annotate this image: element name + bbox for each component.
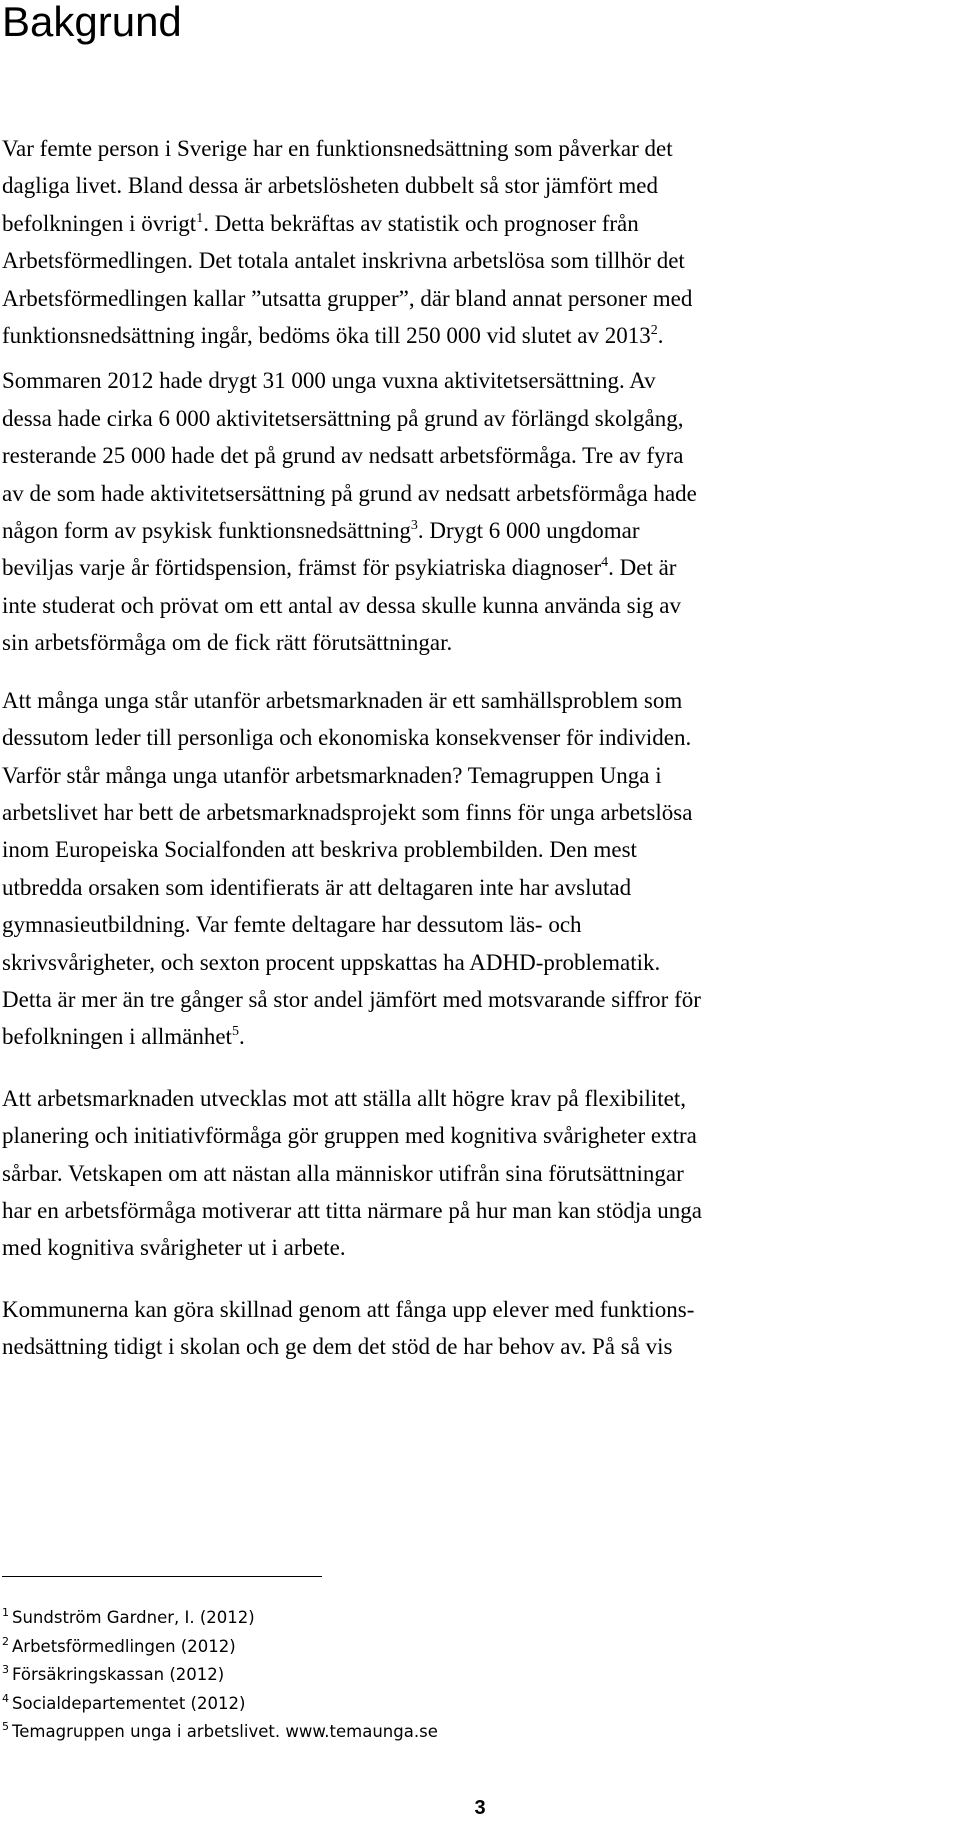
footnote-list xyxy=(2,1604,438,1747)
footnote-text: Arbetsförmedlingen (2012) xyxy=(12,1636,236,1656)
footnote-ref: 2 xyxy=(650,323,658,339)
footnote-text: Socialdepartementet (2012) xyxy=(12,1693,246,1713)
paragraph-text: Kommunerna kan göra skillnad genom att fånga upp elever med funktions- nedsättning tidigt i skolan och ge dem det stöd de har behov av. På så vis xyxy=(2,1296,695,1360)
paragraph-1 xyxy=(2,130,942,354)
paragraph-text: . Det är inte studerat och prövat om ett antal av dessa skulle kunna använda sig av sin arbetsförmåga om de fick rätt förutsättningar. xyxy=(2,555,681,656)
footnote-ref: 1 xyxy=(196,210,204,226)
paragraph-text: Att arbetsmarknaden utvecklas mot att ställa allt högre krav på flexibilitet, planering och initiativförmåga gör gruppen med kognitiva svårigheter extra sårbar. Vetskapen om att nästan alla människor utifrån sina förutsättningar har en arbetsförmåga motiverar att titta närmare på hur man kan stödja unga med kognitiva svårigheter ut i arbete. xyxy=(2,1085,702,1261)
footnote-separator xyxy=(2,1576,322,1577)
footnote-text: Sundström Gardner, I. (2012) xyxy=(12,1608,255,1627)
footnote-number: 5 xyxy=(2,1720,9,1733)
footnote-item xyxy=(2,1633,438,1662)
paragraph-text: . xyxy=(238,1024,245,1050)
footnote-text: Temagruppen unga i arbetslivet. www.temaunga.se xyxy=(12,1722,438,1741)
footnote-item xyxy=(2,1604,438,1633)
paragraph-2 xyxy=(2,362,942,661)
footnote-number: 4 xyxy=(2,1691,9,1705)
footnote-number: 3 xyxy=(2,1663,9,1676)
footnote-number: 2 xyxy=(2,1634,9,1648)
paragraph-3 xyxy=(2,682,942,1056)
footnote-ref: 3 xyxy=(410,518,418,534)
footnote-item xyxy=(2,1690,438,1719)
paragraph-text: . Drygt 6 000 ungdomar beviljas varje år förtidspension, främst för psykiatriska diagnoser xyxy=(2,518,640,581)
paragraph-text: Att många unga står utanför arbetsmarknaden är ett samhällsproblem som dessutom leder till personliga och ekonomiska konsekvenser för individen. Varför står många unga utanför arbetsmarknaden? Temagruppen Unga i arbetslivet har bett de arbetsmarknadsprojekt som finns för unga arbetslösa inom Europeiska Socialfonden att beskriva problembilden. Den mest utbredda orsaken som identifierats är att deltagaren inte har avslutad gymnasieutbildning. Var femte deltagare har dessutom läs- och skrivsvårigheter, och sexton procent uppskattas ha ADHD-problematik. Detta är mer än tre gånger så stor andel jämfört med motsvarande siffror för befolkningen i allmänhet xyxy=(2,687,701,1050)
paragraph-text: . Detta bekräftas av statistik och prognoser från Arbetsförmedlingen. Det totala antalet inskrivna arbetslösa som tillhör det Arbetsförmedlingen kallar ”utsatta grupper”, där bland annat personer med funktionsnedsättning ingår, bedöms öka till 250 000 vid slutet av 2013 xyxy=(2,210,693,349)
footnote-item xyxy=(2,1661,438,1690)
footnote-text: Försäkringskassan (2012) xyxy=(12,1665,225,1684)
footnote-item xyxy=(2,1718,438,1747)
footnote-ref: 4 xyxy=(601,555,609,571)
paragraph-text: . xyxy=(657,323,664,349)
page-number-text: 3 xyxy=(474,1797,486,1819)
paragraph-text: Var femte person i Sverige har en funktionsnedsättning som påverkar det dagliga livet. Bland dessa är arbetslösheten dubbelt så stor jämfört med befolkningen i övrigt xyxy=(2,136,673,236)
footnote-ref: 5 xyxy=(231,1024,239,1040)
paragraph-4 xyxy=(2,1080,942,1267)
body-text xyxy=(2,130,942,1398)
footnote-number: 1 xyxy=(2,1606,9,1619)
paragraph-text: Sommaren 2012 hade drygt 31 000 unga vuxna aktivitetsersättning. Av dessa hade cirka 6 000 aktivitetsersättning på grund av förlängd skolgång, resterande 25 000 hade det på grund av nedsatt arbetsförmåga. Tre av fyra av de som hade aktivitetsersättning på grund av nedsatt arbetsförmåga hade någon form av psykisk funktionsnedsättning xyxy=(2,368,697,544)
paragraph-5 xyxy=(2,1291,942,1366)
page-heading: Bakgrund xyxy=(2,0,182,45)
page-number xyxy=(0,1796,960,1820)
